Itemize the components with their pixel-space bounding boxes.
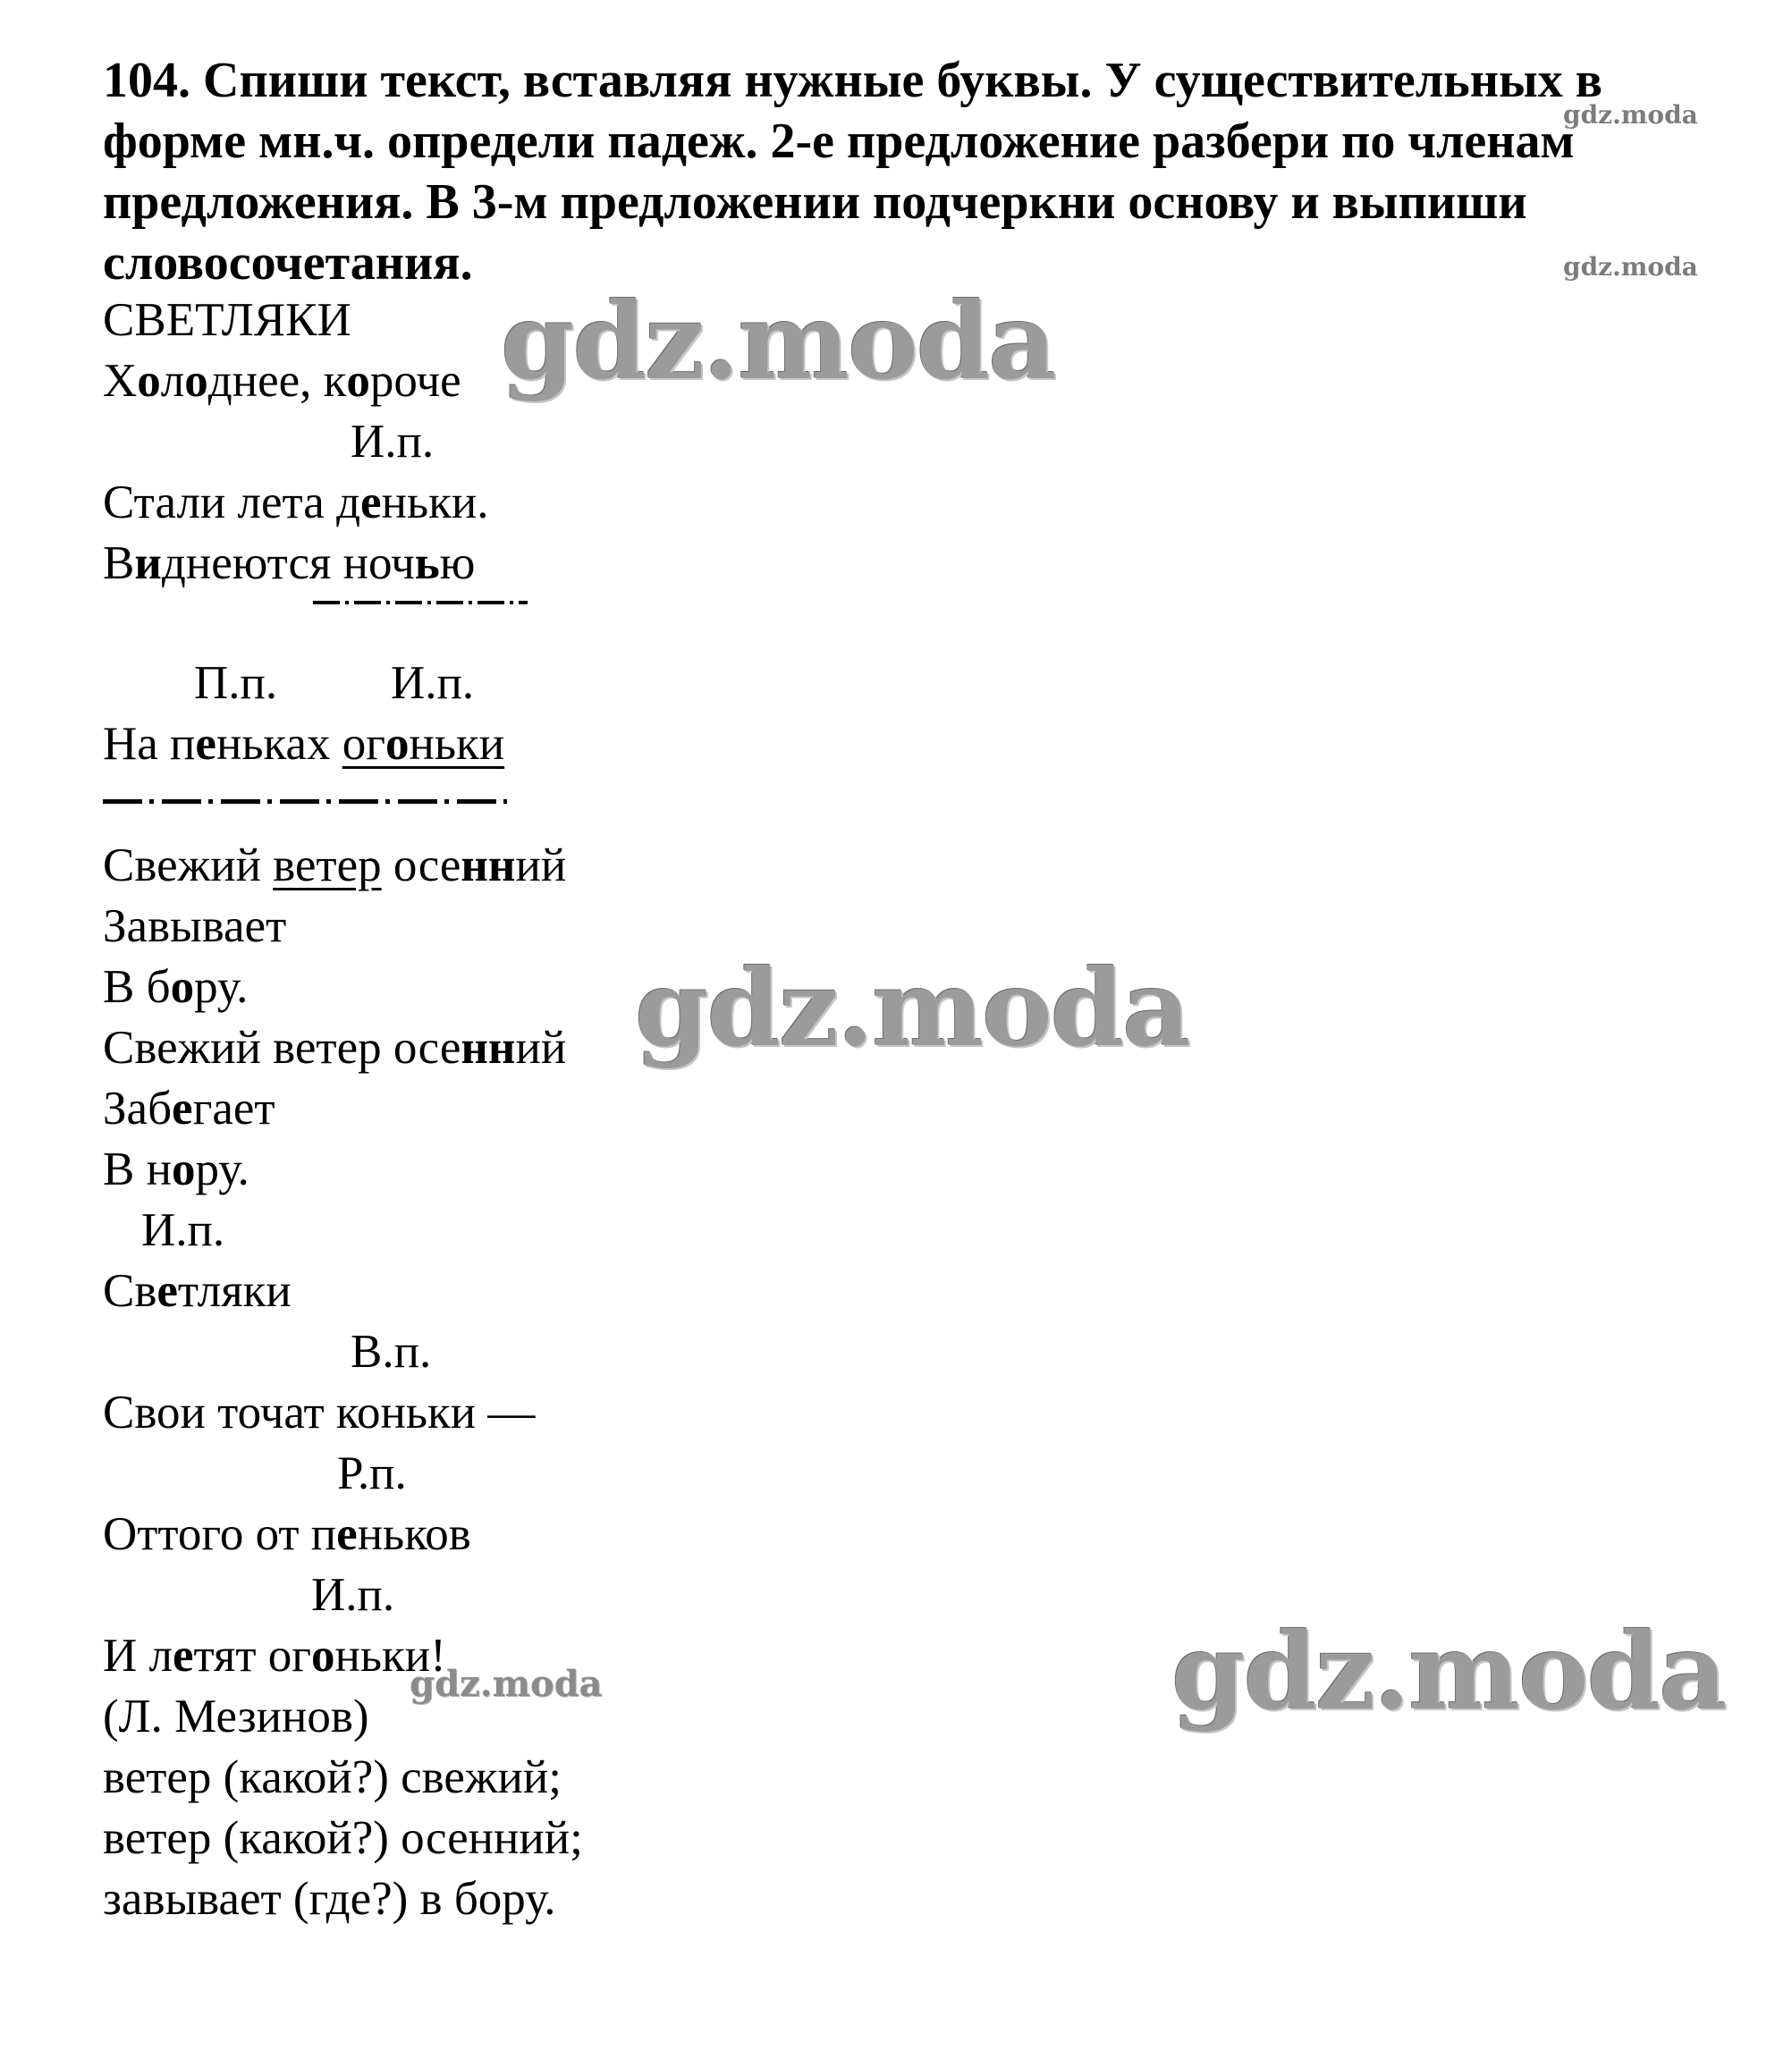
- case-label: И.п.: [311, 1569, 395, 1621]
- watermark: gdz.moda: [1563, 252, 1698, 282]
- case-label: В.п.: [351, 1326, 432, 1378]
- case-label: П.п.: [194, 657, 278, 709]
- poem-line-10: В нору.: [103, 1143, 249, 1195]
- case-label: И.п.: [391, 657, 475, 709]
- poem-line-4: На пеньках огоньки: [103, 718, 505, 770]
- watermark: gdz.moda: [410, 1663, 603, 1705]
- poem-line-1: Холоднее, короче: [103, 355, 461, 407]
- watermark: gdz.moda: [1171, 1609, 1726, 1734]
- poem-line-5: Свежий ветер осенний: [103, 839, 567, 891]
- watermark: gdz.moda: [501, 279, 1055, 403]
- phrase-2: ветер (какой?) осенний;: [103, 1812, 583, 1864]
- poem-line-14: И летят огоньки!: [103, 1630, 446, 1682]
- phrase-1: ветер (какой?) свежий;: [103, 1751, 562, 1803]
- poem-author: (Л. Мезинов): [103, 1691, 369, 1742]
- task-instruction: [103, 50, 1712, 293]
- task-text: Спиши текст, вставляя нужные буквы. У существительных в форме мн.ч. определи падеж. 2-е предложение разбери по членам предложения. В 3-м предложении подчеркни основу и выпиши словосочетания.: [103, 53, 1602, 291]
- case-label: Р.п.: [337, 1447, 407, 1499]
- poem-title: СВЕТЛЯКИ: [103, 294, 351, 346]
- poem-line-6: Завывает: [103, 900, 287, 952]
- watermark: gdz.moda: [1563, 100, 1698, 130]
- adverbial-underline: [313, 601, 528, 604]
- case-label: И.п.: [351, 416, 435, 468]
- adverbial-underline: [103, 799, 507, 804]
- poem-line-11: Светляки: [103, 1265, 292, 1317]
- phrase-3: завывает (где?) в бору.: [103, 1873, 556, 1925]
- task-number: 104.: [103, 53, 190, 108]
- poem-line-12: Свои точат коньки —: [103, 1387, 536, 1438]
- poem-line-2: Стали лета деньки.: [103, 477, 489, 528]
- poem-line-3: Виднеются ночью: [103, 537, 476, 589]
- poem-line-8: Свежий ветер осенний: [103, 1022, 567, 1074]
- poem-line-9: Забегает: [103, 1083, 275, 1135]
- poem-line-7: В бору.: [103, 961, 249, 1013]
- watermark: gdz.moda: [635, 946, 1189, 1070]
- poem-line-13: Оттого от пеньков: [103, 1508, 471, 1560]
- case-label: И.п.: [141, 1204, 225, 1256]
